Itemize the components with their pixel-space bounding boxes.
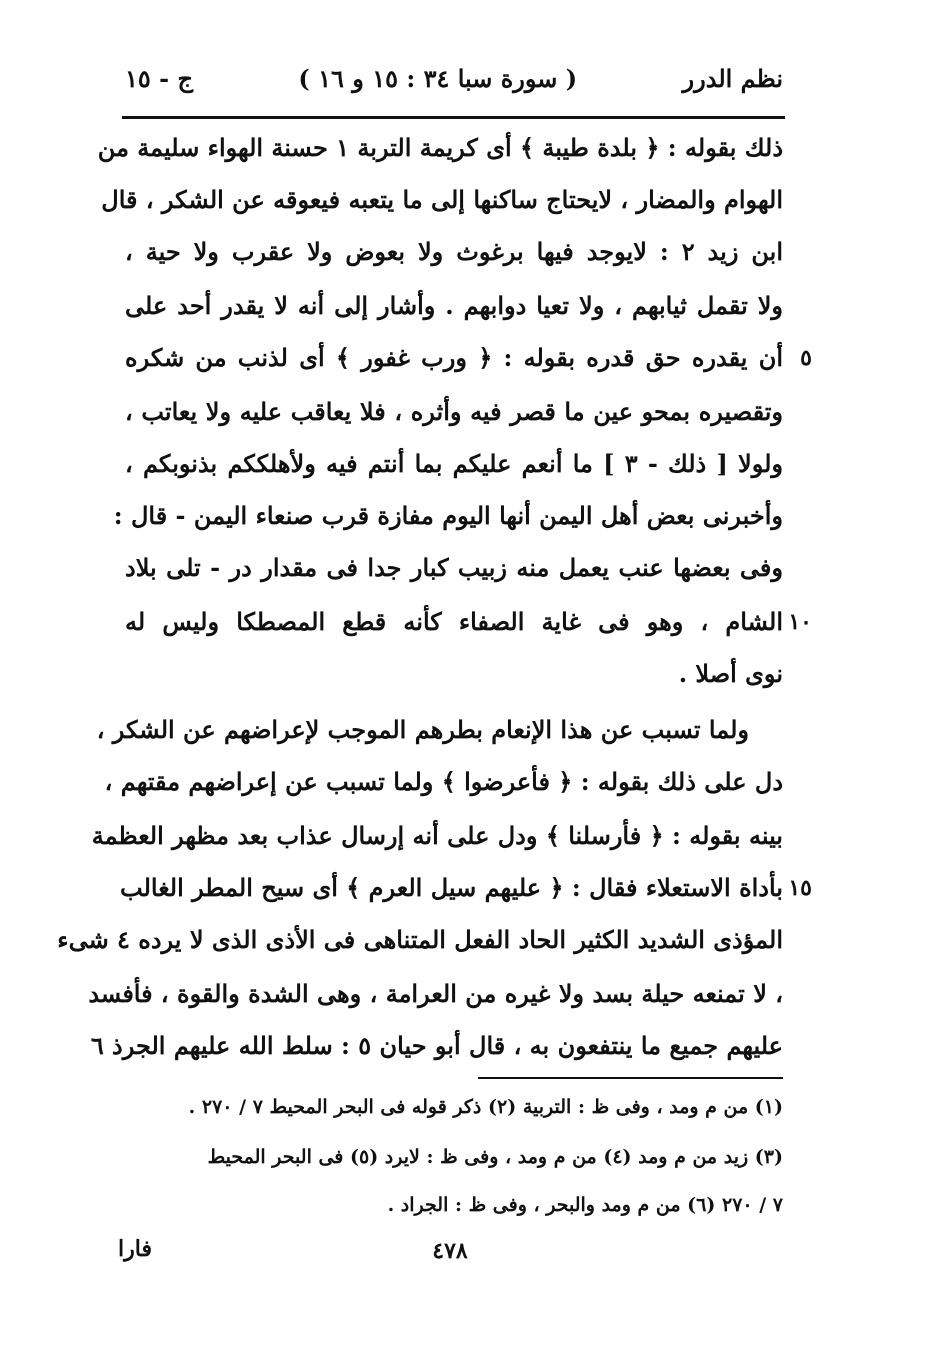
text-line-9: وفى بعضها عنب يعمل منه زبيب كبار جدا فى مقدار در - تلى بلاد <box>125 553 783 582</box>
footnote-line-3: ٧ / ٢٧٠ (٦) من م ومد والبحر ، وفى ظ : الجراد . <box>387 1194 783 1216</box>
text-line-11: نوى أصلا . <box>678 659 783 688</box>
text-line-7: ولولا [ ذلك - ٣ ] ما أنعم عليكم بما أنتم فيه ولأهلككم بذنوبكم ، <box>125 449 784 478</box>
text-line-12: ولما تسبب عن هذا الإنعام بطرهم الموجب لإعراضهم عن الشكر ، <box>96 715 749 744</box>
header-surah-reference: ( سورة سبا ٣٤ : ١٥ و ١٦ ) <box>298 63 578 93</box>
text-line-15: بأداة الاستعلاء فقال : ﴿ عليهم سيل العرم ﴾ أى سيح المطر الغالب <box>120 873 783 902</box>
text-line-4: ولا تقمل ثيابهم ، ولا تعيا دوابهم . وأشار إلى أنه لا يقدر أحد على <box>125 291 783 320</box>
line-number-15: ١٥ <box>788 875 812 901</box>
footnote-line-1: (١) من م ومد ، وفى ظ : التربية (٢) ذكر قوله فى البحر المحيط ٧ / ٢٧٠ . <box>188 1096 783 1118</box>
line-number-10: ١٠ <box>788 609 812 635</box>
text-line-1: ذلك بقوله : ﴿ بلدة طيبة ﴾ أى كريمة التربة ١ حسنة الهواء سليمة من <box>97 133 783 162</box>
line-number-5: ٥ <box>800 345 812 371</box>
page-number: ٤٧٨ <box>432 1238 468 1264</box>
header-rule <box>122 116 785 119</box>
text-line-13: دل على ذلك بقوله : ﴿ فأعرضوا ﴾ ولما تسبب عن إعراضهم مقتهم ، <box>104 767 783 796</box>
text-line-10: الشام ، وهو فى غاية الصفاء كأنه قطع المصطكا وليس له <box>125 607 783 636</box>
text-line-5: أن يقدره حق قدره بقوله : ﴿ ورب غفور ﴾ أى لذنب من شكره <box>125 343 783 372</box>
footnote-rule <box>478 1077 783 1079</box>
running-header <box>125 58 783 98</box>
text-line-8: وأخبرنى بعض أهل اليمن أنها اليوم مفازة قرب صنعاء اليمن - قال : <box>113 501 783 530</box>
text-line-3: ابن زيد ٢ : لايوجد فيها برغوث ولا بعوض ولا عقرب ولا حية ، <box>125 237 784 266</box>
printer-signature: فارا <box>118 1236 152 1262</box>
footnote-line-2: (٣) زيد من م ومد (٤) من م ومد ، وفى ظ : لايرد (٥) فى البحر المحيط <box>207 1146 783 1168</box>
header-book-title: نظم الدرر <box>682 63 783 93</box>
text-line-6: وتقصيره بمحو عين ما قصر فيه وأثره ، فلا يعاقب عليه ولا يعاتب ، <box>125 397 783 426</box>
text-line-2: الهوام والمضار ، لايحتاج ساكنها إلى ما يتعبه فيعوقه عن الشكر ، قال <box>101 185 783 214</box>
header-volume: ج - ١٥ <box>125 63 193 93</box>
text-line-17: ، لا تمنعه حيلة بسد ولا غيره من العرامة ، وهى الشدة والقوة ، فأفسد <box>88 979 783 1008</box>
text-line-18: عليهم جميع ما ينتفعون به ، قال أبو حيان ٥ : سلط الله عليهم الجرذ ٦ <box>90 1031 783 1060</box>
text-line-16: المؤذى الشديد الكثير الحاد الفعل المتناهى فى الأذى الذى لا يرده ٤ شىء <box>57 925 783 954</box>
text-line-14: بينه بقوله : ﴿ فأرسلنا ﴾ ودل على أنه إرسال عذاب بعد مظهر العظمة <box>91 821 783 850</box>
